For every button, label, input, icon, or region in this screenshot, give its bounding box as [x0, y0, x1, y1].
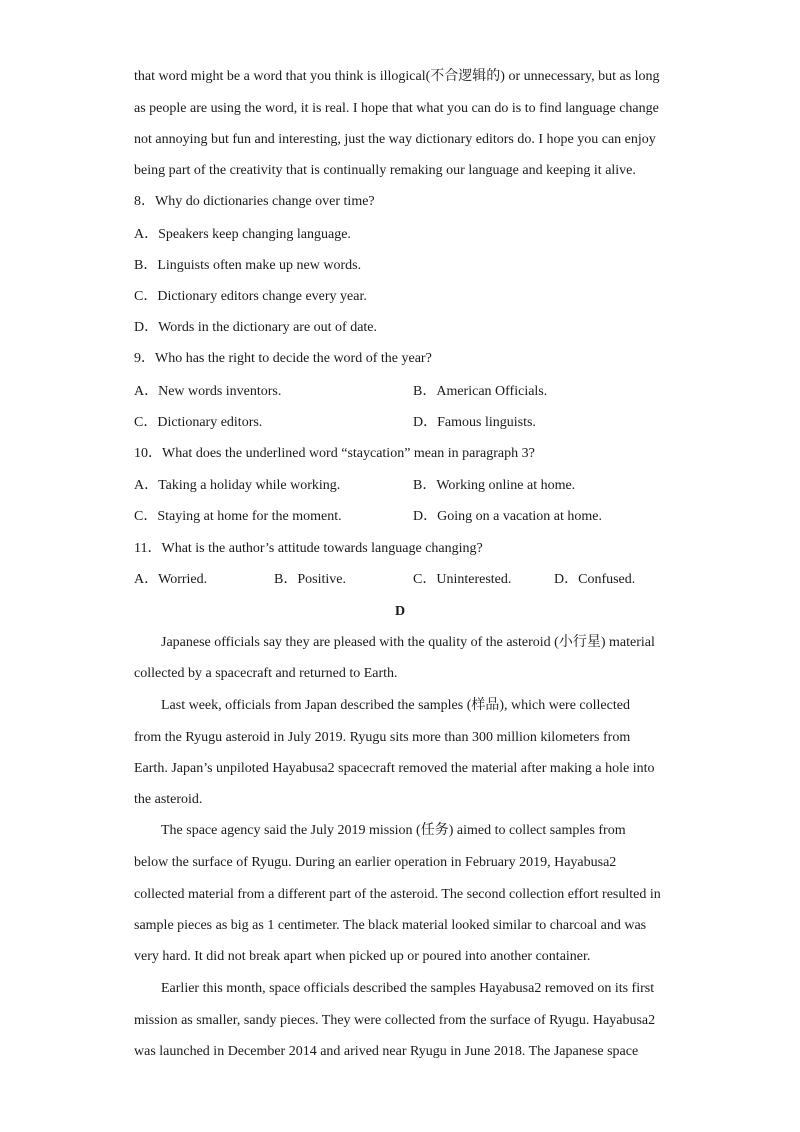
question-8-option-c: C．Dictionary editors change every year.: [134, 289, 367, 304]
question-11-option-a: A．Worried.: [134, 572, 208, 587]
passage-d-line: Earth. Japan’s unpiloted Hayabusa2 spacecraft removed the material after making a hole into: [134, 761, 655, 776]
question-9-option-a: A．New words inventors.: [134, 384, 282, 399]
passage-d-line: Last week, officials from Japan described the samples (样品), which were collected: [161, 698, 630, 713]
question-8-option-a: A．Speakers keep changing language.: [134, 227, 351, 242]
passage-d-line: very hard. It did not break apart when picked up or poured into another container.: [134, 949, 591, 964]
passage-c-line: that word might be a word that you think is illogical(不合逻辑的) or unnecessary, but as long: [134, 69, 660, 84]
passage-d-line: collected material from a different part of the asteroid. The second collection effort resulted in: [134, 887, 661, 902]
question-11-stem: 11．What is the author’s attitude towards language changing?: [134, 541, 483, 556]
question-8-option-d: D．Words in the dictionary are out of date.: [134, 320, 378, 335]
passage-d-line: sample pieces as big as 1 centimeter. The black material looked similar to charcoal and was: [134, 918, 647, 933]
passage-d-line: collected by a spacecraft and returned to Earth.: [134, 666, 398, 681]
question-11-option-c: C．Uninterested.: [413, 572, 512, 587]
passage-d-line: from the Ryugu asteroid in July 2019. Ryugu sits more than 300 million kilometers from: [134, 730, 631, 745]
section-d-heading: D: [395, 604, 406, 619]
question-9-option-b: B．American Officials.: [413, 384, 548, 399]
passage-d-line: was launched in December 2014 and arived near Ryugu in June 2018. The Japanese space: [134, 1044, 639, 1059]
question-8-stem: 8．Why do dictionaries change over time?: [134, 194, 375, 209]
passage-c-line: not annoying but fun and interesting, just the way dictionary editors do. I hope you can enjoy: [134, 132, 656, 147]
passage-d-line: below the surface of Ryugu. During an earlier operation in February 2019, Hayabusa2: [134, 855, 617, 870]
question-8-option-b: B．Linguists often make up new words.: [134, 258, 362, 273]
question-10-stem: 10．What does the underlined word “staycation” mean in paragraph 3?: [134, 446, 535, 461]
passage-c-line: as people are using the word, it is real. I hope that what you can do is to find language change: [134, 101, 659, 116]
passage-c-line: being part of the creativity that is continually remaking our language and keeping it alive.: [134, 163, 636, 178]
passage-d-line: Japanese officials say they are pleased with the quality of the asteroid (小行星) material: [161, 635, 655, 650]
passage-d-line: mission as smaller, sandy pieces. They were collected from the surface of Ryugu. Hayabusa2: [134, 1013, 656, 1028]
passage-d-line: Earlier this month, space officials described the samples Hayabusa2 removed on its first: [161, 981, 655, 996]
question-9-option-d: D．Famous linguists.: [413, 415, 536, 430]
question-10-option-c: C．Staying at home for the moment.: [134, 509, 342, 524]
question-10-option-b: B．Working online at home.: [413, 478, 576, 493]
question-11-option-d: D．Confused.: [554, 572, 636, 587]
question-10-option-a: A．Taking a holiday while working.: [134, 478, 341, 493]
passage-d-line: the asteroid.: [134, 792, 203, 807]
passage-d-line: The space agency said the July 2019 mission (任务) aimed to collect samples from: [161, 823, 626, 838]
question-11-option-b: B．Positive.: [274, 572, 346, 587]
question-10-option-d: D．Going on a vacation at home.: [413, 509, 602, 524]
question-9-stem: 9．Who has the right to decide the word of the year?: [134, 351, 432, 366]
question-9-option-c: C．Dictionary editors.: [134, 415, 263, 430]
